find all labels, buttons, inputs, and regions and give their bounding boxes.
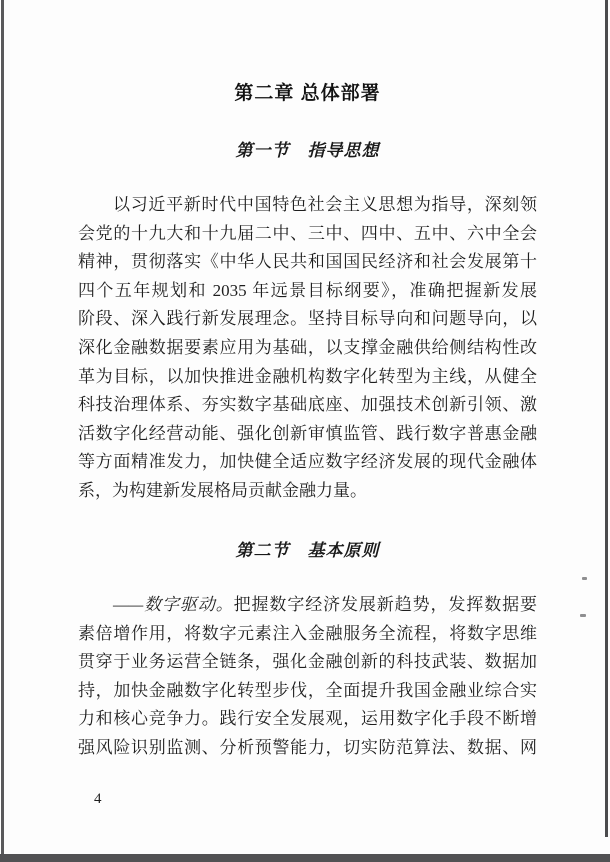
text-line: 科技治理体系、夯实数字基础底座、加强技术创新引领、激 (78, 395, 537, 415)
text-line: 深化金融数据要素应用为基础，以支撑金融供给侧结构性改 (78, 337, 537, 357)
scan-speck (580, 614, 586, 617)
paragraph-guiding-ideology (78, 191, 537, 506)
text-line: 阶段、深入践行新发展理念。坚持目标导向和问题导向，以 (78, 309, 537, 329)
text-line: 精神，贯彻落实《中华人民共和国国民经济和社会发展第十 (78, 252, 537, 272)
text-line: 四个五年规划和 2035 年远景目标纲要》，准确把握新发展 (78, 280, 537, 300)
text-line: 贯穿于业务运营全链条，强化金融创新的科技武装、数据加 (78, 652, 537, 672)
scan-speck (582, 577, 587, 580)
section-1-title: 第一节 指导思想 (235, 141, 380, 160)
scan-edge-bottom (0, 854, 610, 862)
text-line: 革为目标，以加快推进金融机构数字化转型为主线，从健全 (78, 366, 537, 386)
text-run: 把握数字经济发展新趋势，发挥数据要 (233, 595, 537, 614)
scan-edge-right (605, 0, 608, 837)
text-line: 系，为构建新发展格局贡献金融力量。 (78, 480, 367, 500)
text-line: 力和核心竞争力。践行安全发展观，运用数字化手段不断增 (78, 709, 537, 729)
text-line: 以习近平新时代中国特色社会主义思想为指导，深刻领 (113, 195, 537, 214)
text-line: 会党的十九大和十九届二中、三中、四中、五中、六中全会 (78, 223, 537, 243)
scan-edge-left (1, 0, 4, 862)
text-line: 活数字化经营动能、强化创新审慎监管、践行数字普惠金融 (78, 423, 537, 443)
paragraph-basic-principles (78, 591, 537, 763)
text-line: 持，加快金融数字化转型步伐，全面提升我国金融业综合实 (78, 680, 537, 700)
text-line: 素倍增作用，将数字元素注入金融服务全流程，将数字思维 (78, 623, 537, 643)
section-2-title: 第二节 基本原则 (235, 541, 380, 560)
chapter-title: 第二章 总体部署 (234, 83, 381, 104)
page-number: 4 (94, 791, 102, 807)
principle-name: ——数字驱动。 (113, 595, 234, 614)
text-line (78, 591, 537, 620)
text-line: 等方面精准发力，加快健全适应数字经济发展的现代金融体 (78, 452, 537, 472)
text-line: 强风险识别监测、分析预警能力，切实防范算法、数据、网 (78, 737, 537, 757)
